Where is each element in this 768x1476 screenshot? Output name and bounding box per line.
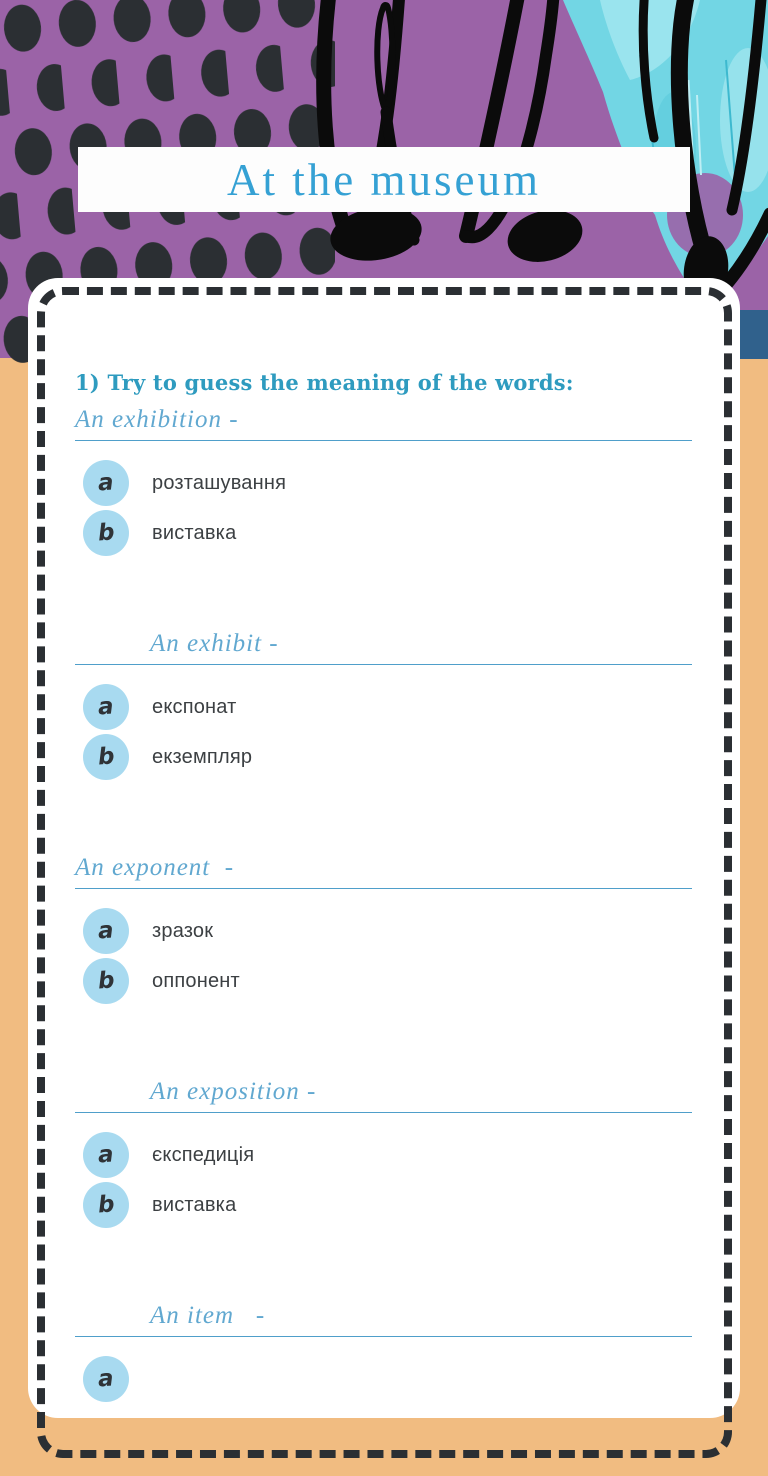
option-letter: b — [96, 743, 116, 771]
question-section — [75, 1302, 692, 1402]
questions-container — [75, 406, 692, 1402]
answer-option[interactable] — [83, 1182, 692, 1228]
question-prompt: An exhibit - — [150, 630, 279, 657]
option-letter: a — [97, 1141, 115, 1169]
question-section — [75, 630, 692, 780]
option-letter-circle — [83, 734, 129, 780]
option-label: експонат — [152, 695, 237, 718]
blue-accent-band — [738, 310, 768, 359]
options-list — [75, 1356, 692, 1402]
option-letter-circle — [83, 460, 129, 506]
option-letter: a — [97, 693, 115, 721]
option-letter-circle — [83, 510, 129, 556]
question-prompt: An item - — [150, 1302, 266, 1329]
answer-underline — [75, 440, 692, 441]
option-label: виставка — [152, 521, 237, 544]
question-prompt: An exhibition - — [75, 406, 239, 433]
answer-option[interactable] — [83, 908, 692, 954]
worksheet-card — [28, 278, 740, 1418]
option-label: розташування — [152, 471, 287, 494]
option-label: зразок — [152, 919, 214, 942]
answer-underline — [75, 664, 692, 665]
option-label: виставка — [152, 1193, 237, 1216]
answer-option[interactable] — [83, 958, 692, 1004]
answer-underline — [75, 888, 692, 889]
option-letter: b — [96, 1191, 116, 1219]
option-letter: a — [97, 469, 115, 497]
option-letter-circle — [83, 1132, 129, 1178]
answer-option[interactable] — [83, 734, 692, 780]
card-content — [28, 278, 740, 1476]
answer-option[interactable] — [83, 460, 692, 506]
option-label: екземпляр — [152, 745, 253, 768]
question-section — [75, 406, 692, 556]
option-letter-circle — [83, 684, 129, 730]
option-label: єкспедиція — [152, 1143, 255, 1166]
worksheet-title: At the museum — [227, 154, 541, 205]
answer-option[interactable] — [83, 684, 692, 730]
option-letter-circle — [83, 908, 129, 954]
title-bar — [78, 147, 690, 212]
options-list — [75, 1132, 692, 1228]
answer-underline — [75, 1336, 692, 1337]
question-prompt: An exponent - — [75, 854, 235, 881]
option-letter: a — [97, 917, 115, 945]
option-letter: b — [96, 967, 116, 995]
option-letter-circle — [83, 1182, 129, 1228]
answer-option[interactable] — [83, 510, 692, 556]
question-section — [75, 854, 692, 1004]
question-heading: 1) Try to guess the meaning of the words: — [75, 370, 574, 395]
answer-option[interactable] — [83, 1356, 692, 1402]
options-list — [75, 460, 692, 556]
option-letter-circle — [83, 1356, 129, 1402]
answer-underline — [75, 1112, 692, 1113]
question-prompt: An exposition - — [150, 1078, 317, 1105]
option-label: оппонент — [152, 969, 240, 992]
options-list — [75, 684, 692, 780]
option-letter-circle — [83, 958, 129, 1004]
question-section — [75, 1078, 692, 1228]
option-letter: b — [96, 519, 116, 547]
options-list — [75, 908, 692, 1004]
answer-option[interactable] — [83, 1132, 692, 1178]
option-letter: a — [97, 1365, 115, 1393]
